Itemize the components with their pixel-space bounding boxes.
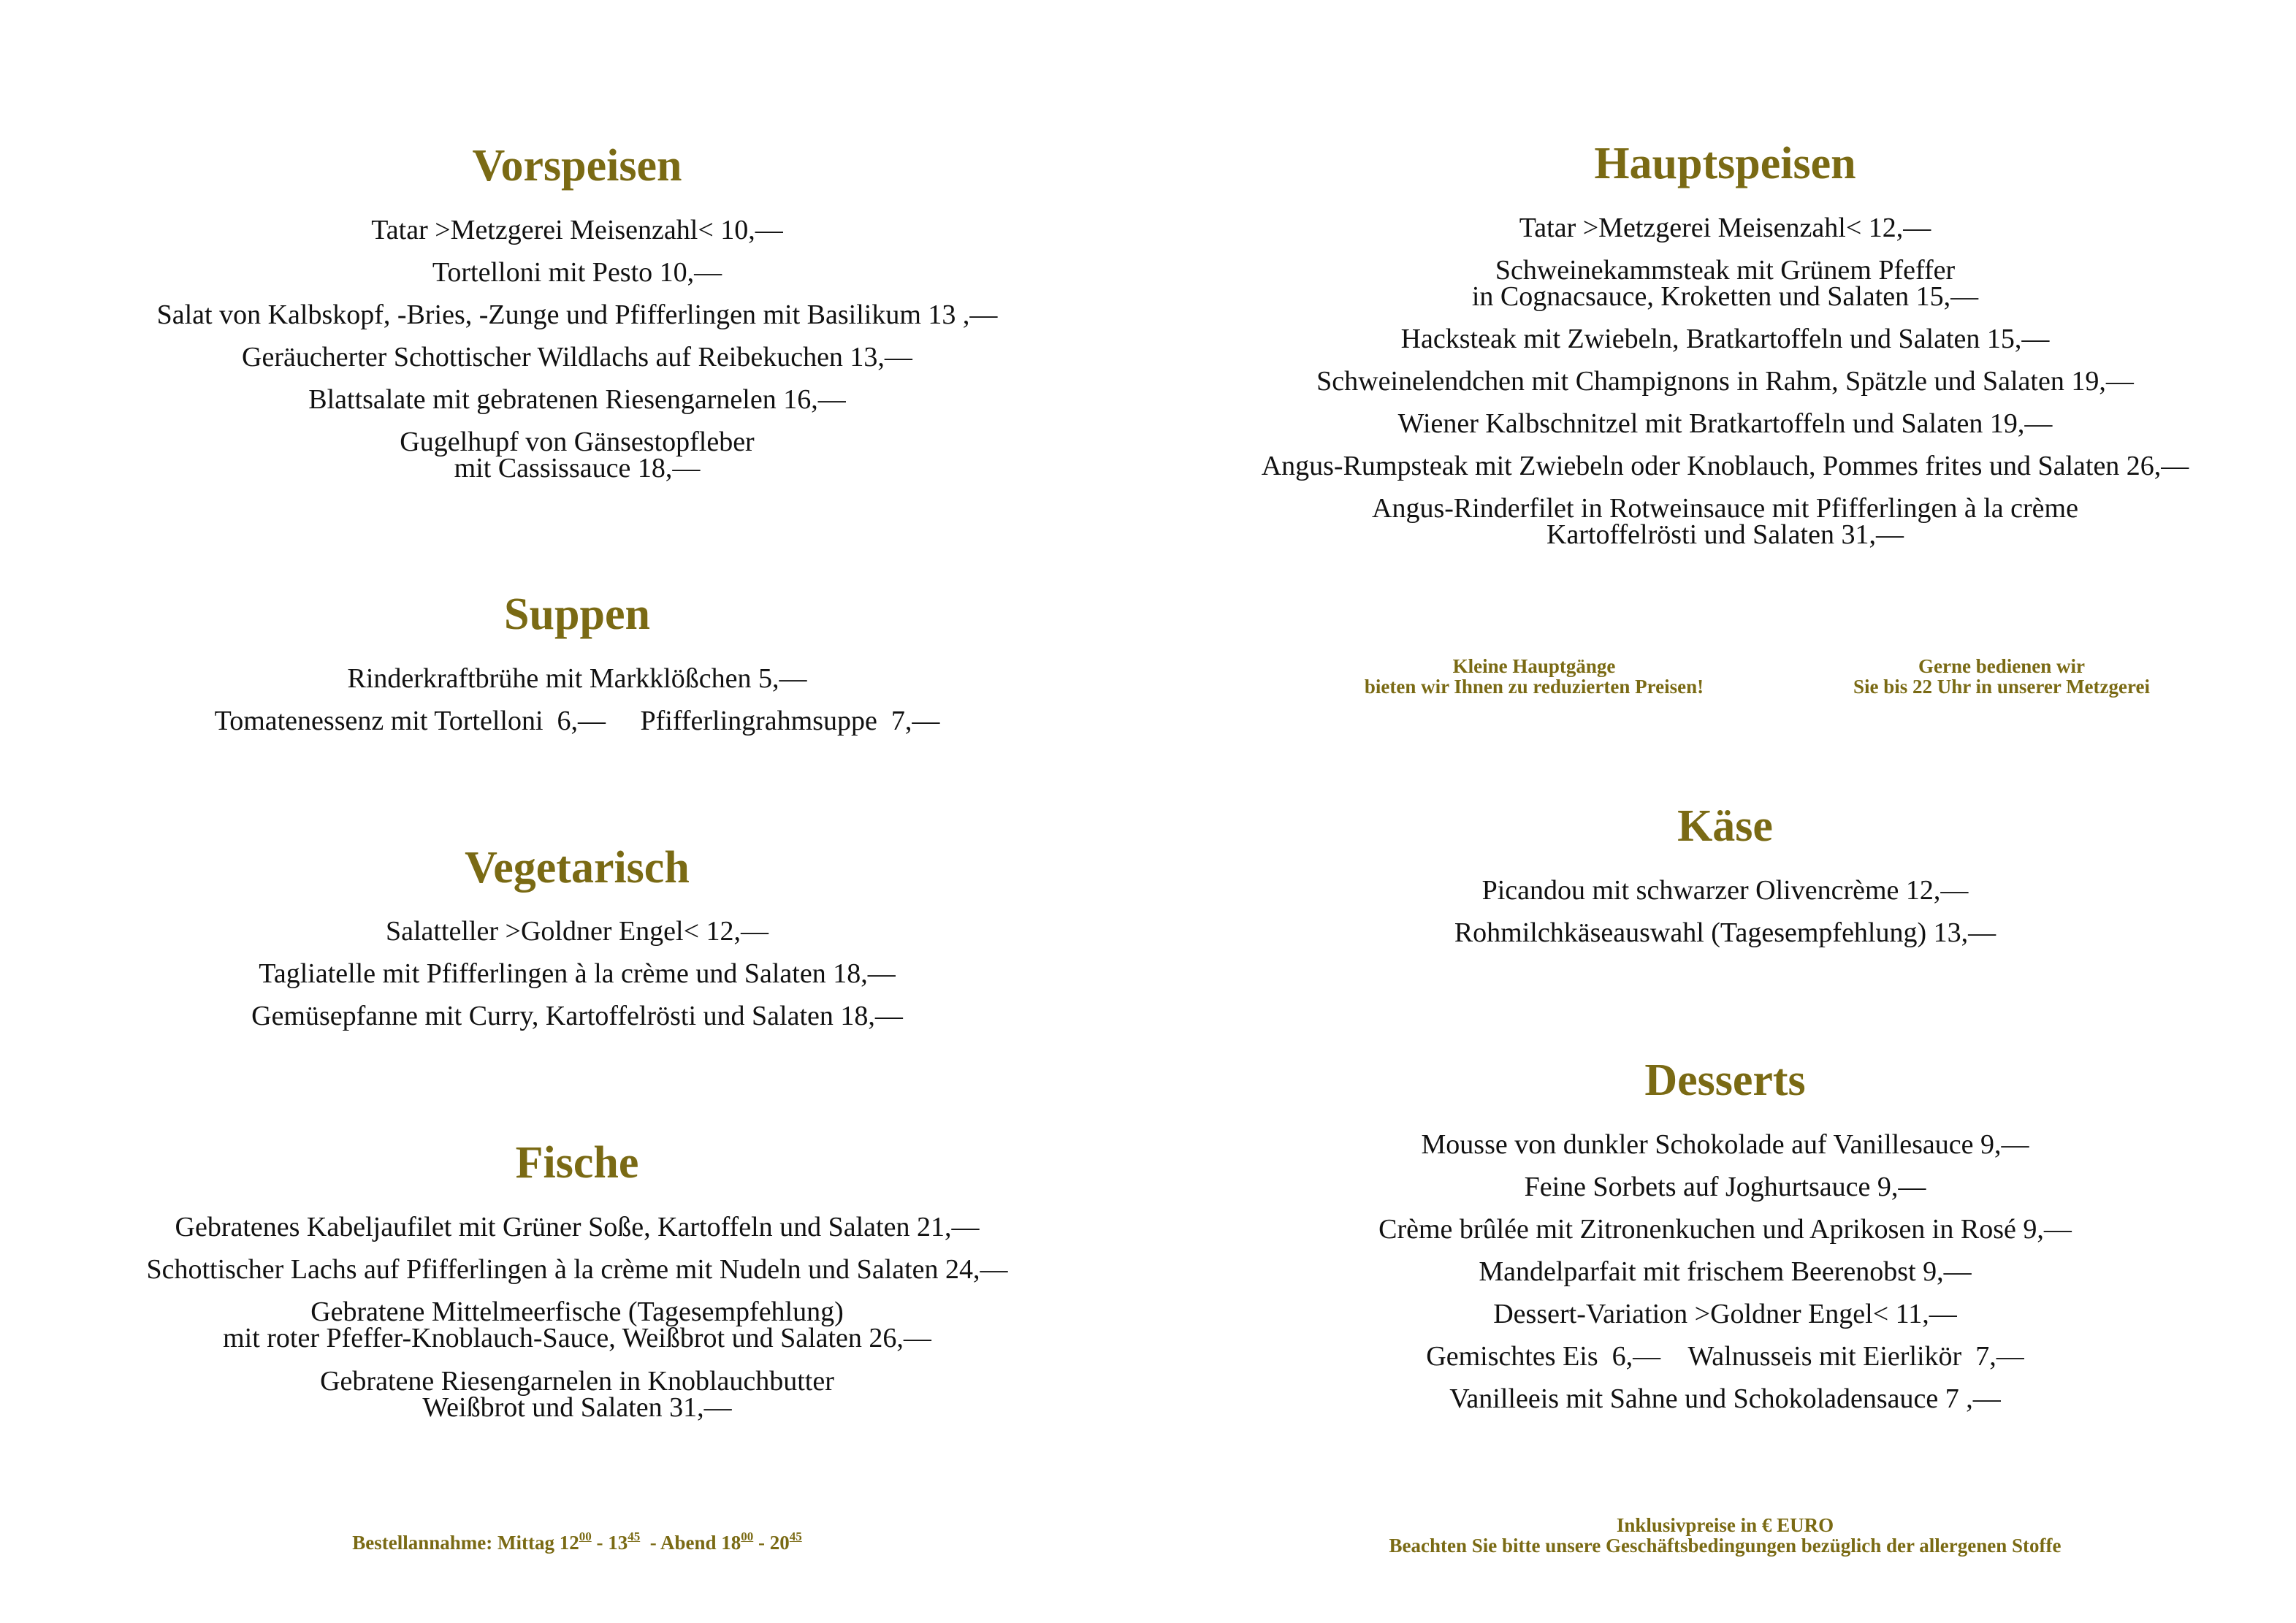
menu-item: Tortelloni mit Pesto 10,— [432, 257, 722, 288]
menu-item: Blattsalate mit gebratenen Riesengarnelen 16,— [308, 384, 846, 415]
menu-item [1154, 492, 2296, 551]
section-heading-suppen: Suppen [504, 589, 650, 639]
time-minutes: 45 [789, 1530, 802, 1543]
menu-item: Wiener Kalbschnitzel mit Bratkartoffeln und Salaten 19,— [1397, 408, 2053, 439]
menu-item [0, 426, 1154, 485]
menu-item: Schottischer Lachs auf Pfifferlingen à la crème mit Nudeln und Salaten 24,— [146, 1254, 1008, 1285]
menu-item: Gemischtes Eis 6,— Walnusseis mit Eierlikör 7,— [1426, 1341, 2024, 1372]
menu-item: Schweinelendchen mit Champignons in Rahm, Spätzle und Salaten 19,— [1316, 366, 2134, 397]
pricing-footer [1154, 1515, 2296, 1557]
menu-item: Tagliatelle mit Pfifferlingen à la crème und Salaten 18,— [259, 958, 896, 989]
footer-line: Inklusivpreise in € EURO [1616, 1514, 1834, 1536]
time-minutes: 00 [741, 1530, 754, 1543]
menu-item: Mousse von dunkler Schokolade auf Vanillesauce 9,— [1421, 1129, 2029, 1160]
menu-item: Tatar >Metzgerei Meisenzahl< 10,— [371, 215, 783, 245]
note-line: Gerne bedienen wir [1918, 655, 2085, 677]
menu-item-line: Kartoffelrösti und Salaten 31,— [1546, 519, 1904, 550]
section-heading-vegetarisch: Vegetarisch [465, 843, 690, 893]
menu-item: Gemüsepfanne mit Curry, Kartoffelrösti und Salaten 18,— [251, 1001, 903, 1031]
menu-item: Rinderkraftbrühe mit Markklößchen 5,— [347, 663, 807, 694]
menu-item-line: Gugelhupf von Gänsestopfleber [400, 427, 755, 457]
menu-item-line: mit roter Pfeffer-Knoblauch-Sauce, Weißbrot und Salaten 26,— [223, 1322, 931, 1353]
section-heading-vorspeisen: Vorspeisen [472, 141, 682, 191]
menu-item-line: mit Cassissauce 18,— [454, 452, 701, 484]
footer-text: - 20 [753, 1532, 790, 1554]
menu-item: Tomatenessenz mit Tortelloni 6,— Pfifferlingrahmsuppe 7,— [214, 706, 940, 736]
section-heading-fische: Fische [515, 1138, 639, 1188]
section-heading-hauptspeisen: Hauptspeisen [1594, 139, 1856, 188]
menu-item: Gebratenes Kabeljaufilet mit Grüner Soße, Kartoffeln und Salaten 21,— [175, 1212, 980, 1242]
menu-item: Geräucherter Schottischer Wildlachs auf Reibekuchen 13,— [242, 342, 912, 373]
menu-item-line: Angus-Rinderfilet in Rotweinsauce mit Pfifferlingen à la crème [1372, 493, 2078, 524]
menu-item: Crème brûlée mit Zitronenkuchen und Aprikosen in Rosé 9,— [1378, 1214, 2072, 1245]
menu-item: Vanilleeis mit Sahne und Schokoladensauce 7 ,— [1449, 1383, 2001, 1414]
note-small-main-courses [1256, 656, 1812, 698]
menu-item-line: Schweinekammsteak mit Grünem Pfeffer [1495, 255, 1956, 286]
time-minutes: 45 [628, 1530, 641, 1543]
footer-line: Beachten Sie bitte unsere Geschäftsbedingungen bezüglich der allergenen Stoffe [1389, 1535, 2062, 1557]
menu-item [0, 1365, 1154, 1424]
menu-item: Picandou mit schwarzer Olivencrème 12,— [1481, 875, 1969, 906]
footer-text: Bestellannahme: Mittag 12 [352, 1532, 579, 1554]
footer-text: - Abend 18 [640, 1532, 741, 1554]
note-line: Sie bis 22 Uhr in unserer Metzgerei [1853, 676, 2150, 698]
note-line: Kleine Hauptgänge [1452, 655, 1616, 677]
menu-item-line: Gebratene Mittelmeerfische (Tagesempfehlung) [310, 1297, 844, 1327]
section-heading-kaese: Käse [1677, 801, 1773, 851]
note-butcher-service [1782, 656, 2221, 698]
menu-item: Feine Sorbets auf Joghurtsauce 9,— [1524, 1172, 1926, 1202]
menu-item-line: Gebratene Riesengarnelen in Knoblauchbutter [320, 1366, 834, 1397]
time-minutes: 00 [579, 1530, 592, 1543]
menu-item: Mandelparfait mit frischem Beerenobst 9,— [1479, 1256, 1972, 1287]
menu-item: Salatteller >Goldner Engel< 12,— [385, 916, 769, 947]
footer-text: - 13 [591, 1532, 628, 1554]
menu-item [1154, 254, 2296, 313]
menu-item: Angus-Rumpsteak mit Zwiebeln oder Knoblauch, Pommes frites und Salaten 26,— [1261, 451, 2189, 481]
note-line: bieten wir Ihnen zu reduzierten Preisen! [1364, 676, 1704, 698]
menu-right-column [1154, 0, 2296, 1623]
menu-item-line: in Cognacsauce, Kroketten und Salaten 15,— [1471, 280, 1979, 312]
menu-item [0, 1296, 1154, 1355]
menu-item: Hacksteak mit Zwiebeln, Bratkartoffeln und Salaten 15,— [1400, 324, 2050, 354]
menu-item: Dessert-Variation >Goldner Engel< 11,— [1493, 1299, 1957, 1329]
menu-item: Tatar >Metzgerei Meisenzahl< 12,— [1519, 213, 1931, 243]
menu-item: Rohmilchkäseauswahl (Tagesempfehlung) 13,— [1454, 917, 1996, 948]
menu-item-line: Weißbrot und Salaten 31,— [422, 1391, 732, 1423]
section-heading-desserts: Desserts [1644, 1055, 1806, 1105]
menu-item: Salat von Kalbskopf, -Bries, -Zunge und Pfifferlingen mit Basilikum 13 ,— [156, 299, 998, 330]
order-times-footer [0, 1530, 1154, 1553]
